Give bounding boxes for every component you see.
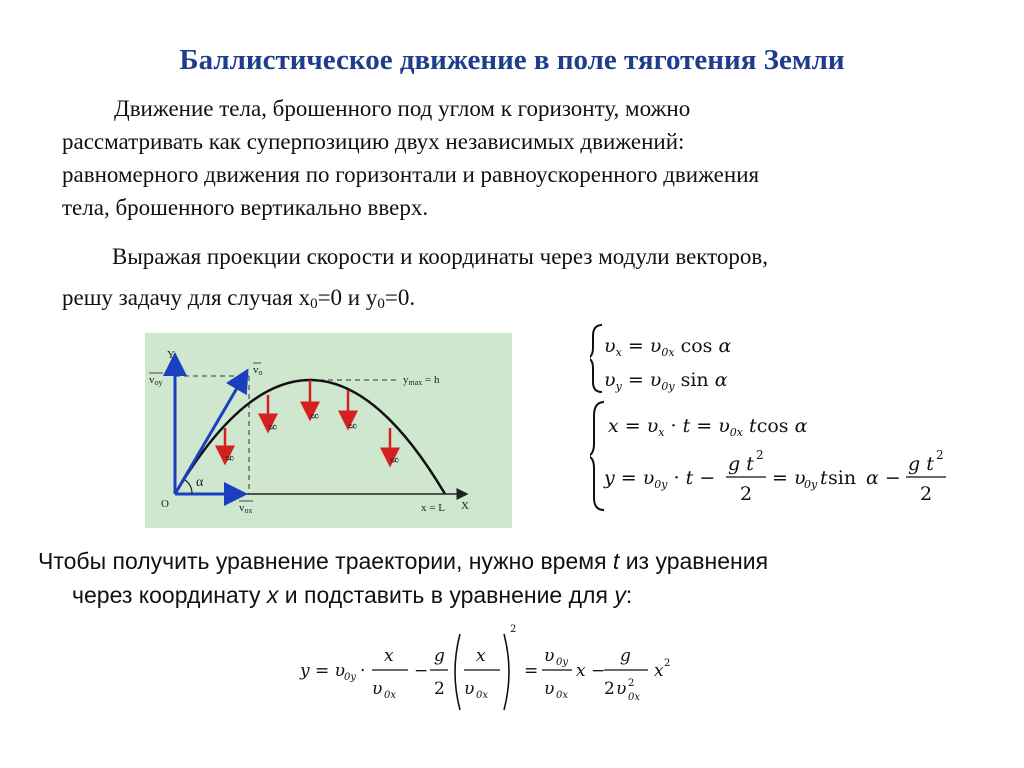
svg-text:y = υ0y · t −: $y = \upsilon_{0y} \cdot t$ − — [604, 467, 716, 491]
g-label: g — [307, 413, 319, 419]
system1-eq2: $\upsilon_y = \upsilon_{0y}$ sin α — [604, 369, 728, 393]
svg-text:0y: 0y — [344, 672, 357, 683]
svg-text:υ: υ — [544, 679, 555, 699]
svg-text:2: 2 — [936, 448, 944, 462]
trajectory-line-2a: через координату — [72, 582, 267, 608]
x0-subscript: 0 — [310, 296, 318, 312]
system2-eq1: $x = \upsilon_x \cdot t = \upsilon_{0x}$ tcos α — [608, 415, 808, 439]
svg-text:0x: 0x — [628, 692, 641, 703]
diagram-background — [145, 333, 512, 528]
equation-systems — [590, 320, 970, 520]
alpha-label: α — [196, 475, 204, 490]
svg-text:2: 2 — [664, 658, 671, 669]
g-label: g — [222, 455, 234, 461]
system2-brace — [590, 402, 604, 510]
axis-x-label: X — [461, 500, 469, 512]
y0-equals: =0. — [384, 285, 416, 310]
v0x-label: vox — [239, 502, 253, 515]
trajectory-line-1a: Чтобы получить уравнение траектории, нужно время — [38, 548, 613, 574]
method-paragraph — [62, 240, 962, 321]
svg-text:0x: 0x — [556, 690, 569, 701]
system1-brace — [590, 325, 602, 392]
svg-text:·: · — [360, 661, 366, 681]
svg-text:2: 2 — [920, 483, 933, 505]
svg-text:2: 2 — [756, 448, 764, 462]
svg-text:x: x — [476, 646, 486, 666]
svg-text:g: g — [434, 646, 445, 666]
svg-text:α −: α − — [866, 467, 901, 489]
svg-text:2: 2 — [604, 679, 615, 699]
svg-text:g: g — [620, 646, 631, 666]
svg-text:=: = — [524, 661, 539, 681]
trajectory-equation — [296, 612, 716, 712]
ymax-label: ymax = h — [403, 374, 440, 387]
slide-title: Баллистическое движение в поле тяготения Земли — [179, 44, 845, 76]
svg-text:0y: 0y — [804, 478, 818, 491]
svg-text:υ: υ — [616, 679, 627, 699]
intro-paragraph — [62, 92, 962, 224]
svg-text:x: x — [384, 646, 394, 666]
trajectory-line-1 — [38, 544, 968, 578]
trajectory-line-1b: из уравнения — [619, 548, 769, 574]
var-t: t — [612, 548, 620, 574]
svg-text:x −: x − — [576, 661, 606, 681]
trajectory-line-2b: и подставить в уравнение для — [278, 582, 615, 608]
svg-text:0y: 0y — [556, 657, 569, 668]
trajectory-diagram — [145, 333, 512, 528]
g-label: g — [265, 424, 277, 430]
svg-text:υ: υ — [464, 679, 475, 699]
intro-line-2: рассматривать как суперпозицию двух независимых движений: — [62, 129, 685, 154]
x0-equals: =0 и y — [317, 285, 378, 310]
svg-text:sin: sin — [828, 467, 857, 489]
system2-eq2 — [603, 448, 946, 505]
system1-eq1: $\upsilon_x = \upsilon_{0x}$ cos α — [604, 335, 732, 359]
y0-subscript: 0 — [377, 296, 385, 312]
trajectory-line-2 — [38, 578, 968, 612]
svg-text:−: − — [414, 661, 429, 681]
method-line-2-text: решу задачу для случая x — [62, 285, 311, 310]
origin-label: O — [161, 498, 169, 510]
svg-text:g t: g t — [908, 453, 934, 475]
var-x: x — [266, 582, 279, 608]
method-line-1: Выражая проекции скорости и координаты через модули векторов, — [112, 244, 769, 269]
axis-y-label: Y — [167, 349, 175, 361]
svg-text:0x: 0x — [384, 690, 397, 701]
intro-line-1: Движение тела, брошенного под углом к горизонту, можно — [114, 96, 691, 121]
svg-text:0x: 0x — [476, 690, 489, 701]
svg-text:2: 2 — [740, 483, 753, 505]
svg-text:= υ: = υ — [772, 467, 806, 489]
svg-text:t: t — [820, 467, 828, 489]
svg-text:υ: υ — [372, 679, 383, 699]
svg-text:x: x — [654, 661, 664, 681]
intro-line-3: равномерного движения по горизонтали и равноускоренного движения — [62, 162, 760, 187]
trajectory-paragraph — [38, 544, 968, 612]
method-line-2 — [62, 281, 962, 321]
g-label: g — [387, 457, 399, 463]
svg-text:2: 2 — [628, 678, 635, 689]
v0y-label: voy — [149, 374, 163, 387]
svg-text:g t: g t — [728, 453, 754, 475]
svg-text:2: 2 — [510, 624, 517, 635]
svg-text:y = υ: y = υ — [300, 661, 345, 681]
var-y: y — [614, 582, 626, 608]
v0-label: vo — [253, 364, 263, 377]
svg-text:2: 2 — [434, 679, 445, 699]
intro-line-4: тела, брошенного вертикально вверх. — [62, 195, 429, 220]
xl-label: x = L — [421, 502, 445, 514]
g-label: g — [345, 423, 357, 429]
trajectory-line-2c: : — [625, 582, 633, 608]
svg-text:υ: υ — [544, 646, 555, 666]
